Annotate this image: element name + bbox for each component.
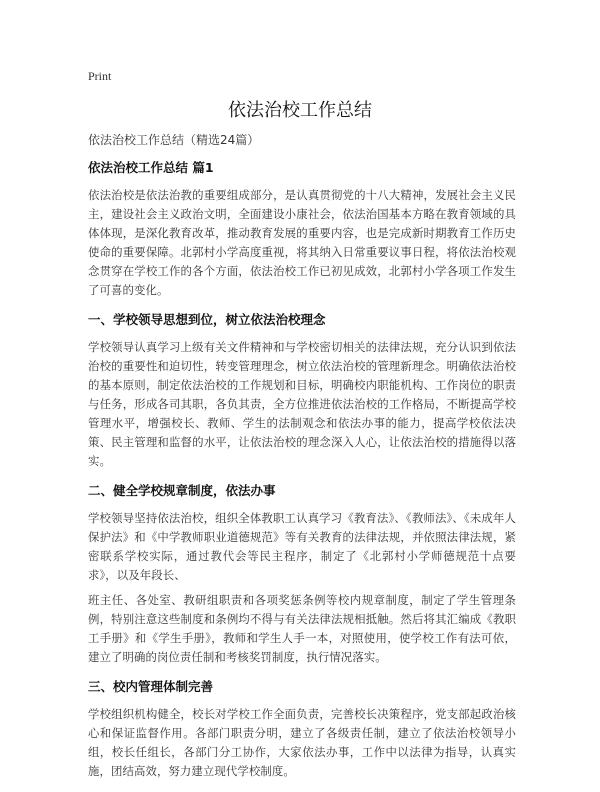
section-paragraph: 学校组织机构健全，校长对学校工作全面负责，完善校长决策程序，党支部起政治核心和保证监督作用。各部门职责分明，建立了各级责任制，建立了依法治校领导小组，校长任组长，各部门分工协作，大家依法办事，工作中以法律为指导，认真实施，团结高效，努力建立现代学校制度。 [88,707,516,778]
section-heading: 二、健全学校规章制度，依法办事 [88,483,276,498]
document-subtitle: 依法治校工作总结（精选24篇） [88,133,260,147]
print-link[interactable]: Print [88,69,112,83]
section-paragraph: 学校领导认真学习上级有关文件精神和与学校密切相关的法律法规，充分认识到依法治校的重要性和迫切性，转变管理理念，树立依法治校的管理新理念。明确依法治校的基本原则，制定依法治校的工作规划和目标，明确校内职能机构、工作岗位的职责与任务，形成各司其职，各负其责，全方位推进依法治校的工作格局，不断提高学校管理水平，增强校长、教师、学生的法制观念和依法办事的能力，提高学校依法决策、民主管理和监督的水平，让依法治校的理念深入人心，让依法治校的措施得以落实。 [88,340,516,468]
page-title: 依法治校工作总结 [228,100,372,121]
document-body [88,131,516,792]
section-paragraph: 班主任、各处室、教研组职责和各项奖惩条例等校内规章制度，制定了学生管理条例，特别注意这些制度和条例均不得与有关法律法规相抵触。然后将其汇编成《教职工手册》和《学生手册》，教师和学生人手一本，对照使用，使学校工作有法可依，建立了明确的岗位责任制和考核奖罚制度，执行情况落实。 [88,593,516,664]
section-heading: 三、校内管理体制完善 [88,679,214,694]
section-paragraph: 学校领导坚持依法治校，组织全体教职工认真学习《教育法》、《教师法》、《未成年人保护法》和《中学教师职业道德规范》等有关教育的法律法规，并依照法律法规，紧密联系学校实际，通过教代会等民主程序，制定了《北郭村小学师德规范十点要求》，以及年段长、 [88,511,516,582]
article-heading: 依法治校工作总结 篇1 [88,160,214,175]
intro-paragraph: 依法治校是依法治教的重要组成部分，是认真贯彻党的十八大精神，发展社会主义民主，建设社会主义政治文明，全面建设小康社会，依法治国基本方略在教育领域的具体体现，是深化教育改革，推动教育发展的重要内容，也是完成新时期教育工作历史使命的重要保障。北郭村小学高度重视，将其纳入日常重要议事日程，将依法治校观念贯穿在学校工作的各个方面，依法治校工作已初见成效，北郭村小学各项工作发生了可喜的变化。 [88,188,516,297]
section-heading: 一、学校领导思想到位，树立依法治校理念 [88,312,326,327]
